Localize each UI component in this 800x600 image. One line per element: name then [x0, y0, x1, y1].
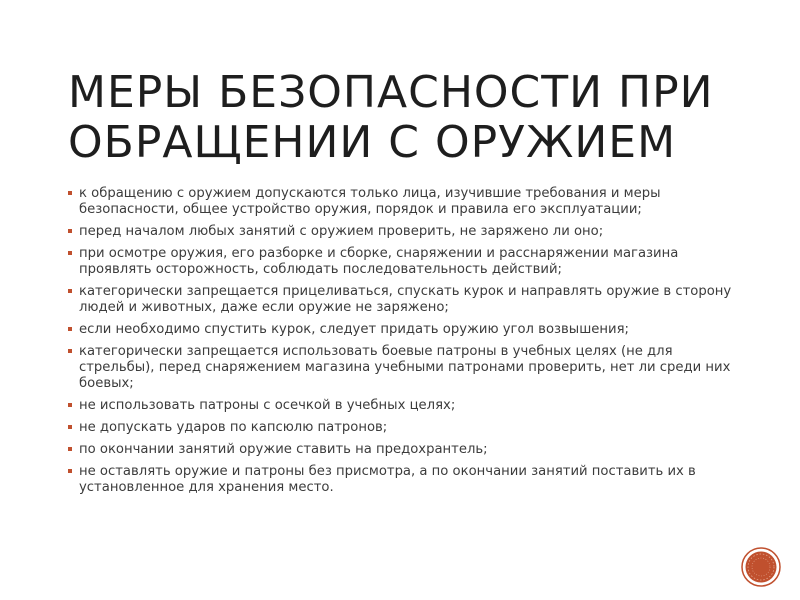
bullet-icon — [68, 327, 72, 331]
bullet-icon — [68, 469, 72, 473]
list-item — [68, 246, 748, 278]
list-item — [68, 442, 748, 458]
slide-title: МЕРЫ БЕЗОПАСНОСТИ ПРИ ОБРАЩЕНИИ С ОРУЖИЕМ — [68, 67, 714, 168]
bullet-icon — [68, 191, 72, 195]
bullet-text: к обращению с оружием допускаются только лица, изучившие требования и меры безопасности, общее устройство оружия, порядок и правила его эксплуатации; — [79, 186, 661, 217]
list-item — [68, 344, 748, 392]
bullet-text: по окончании занятий оружие ставить на предохрантель; — [79, 442, 488, 457]
bullet-icon — [68, 289, 72, 293]
bullet-icon — [68, 425, 72, 429]
list-item — [68, 284, 748, 316]
list-item — [68, 224, 748, 240]
bullet-text: не оставлять оружие и патроны без присмотра, а по окончании занятий поставить их в установленное для хранения место. — [79, 464, 696, 495]
bullet-icon — [68, 349, 72, 353]
decorative-circle-icon — [741, 547, 781, 587]
list-item — [68, 464, 748, 496]
bullet-list — [68, 186, 748, 502]
bullet-text: не использовать патроны с осечкой в учебных целях; — [79, 398, 456, 413]
bullet-text: перед началом любых занятий с оружием проверить, не заряжено ли оно; — [79, 224, 604, 239]
list-item — [68, 322, 748, 338]
bullet-text: при осмотре оружия, его разборке и сборке, снаряжении и расснаряжении магазина проявлять осторожность, соблюдать последовательность действий; — [79, 246, 679, 277]
bullet-icon — [68, 447, 72, 451]
list-item — [68, 420, 748, 436]
bullet-icon — [68, 251, 72, 255]
list-item — [68, 186, 748, 218]
list-item — [68, 398, 748, 414]
bullet-icon — [68, 403, 72, 407]
bullet-text: если необходимо спустить курок, следует придать оружию угол возвышения; — [79, 322, 629, 337]
bullet-text: не допускать ударов по капсюлю патронов; — [79, 420, 388, 435]
bullet-text: категорически запрещается прицеливаться, спускать курок и направлять оружие в сторону людей и животных, даже если оружие не заряжено; — [79, 284, 732, 315]
bullet-icon — [68, 229, 72, 233]
bullet-text: категорически запрещается использовать боевые патроны в учебных целях (не для стрельбы), перед снаряжением магазина учебными патронами проверить, нет ли среди них боевых; — [79, 344, 731, 391]
